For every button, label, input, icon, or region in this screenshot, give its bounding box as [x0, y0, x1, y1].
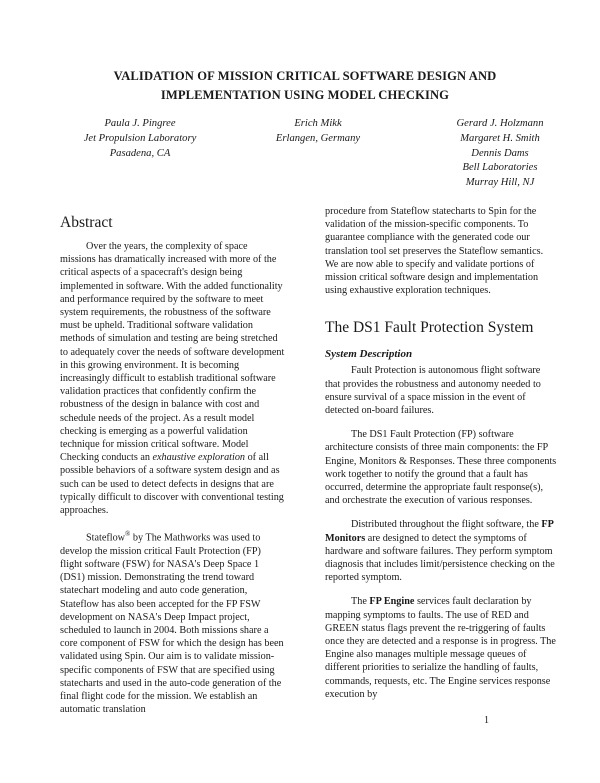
- text-run: Stateflow: [86, 532, 126, 544]
- abstract-paragraph-3: procedure from Stateflow statecharts to Spin for the validation of the mission-specific components. To guarantee compliance with the generated code our translation tool set preserves the Stateflow semantics. We are now able to specify and validate portions of mission critical software design and implementation using exhaustive exploration techniques.: [325, 206, 544, 297]
- title-line-1: VALIDATION OF MISSION CRITICAL SOFTWARE DESIGN AND: [113, 69, 497, 83]
- author-location: Murray Hill, NJ: [465, 177, 535, 189]
- section-paragraph-2: The DS1 Fault Protection (FP) software architecture consists of three main components: the FP Engine, Monitors & Responses. These three components work together to notify the ground that a fault has occurred, determine the appropriate fault response(s), and orchestrate the execution of various responses.: [325, 429, 557, 507]
- section-paragraph-1: Fault Protection is autonomous flight software that provides the robustness and autonomy needed to ensure survival of a space mission in the event of detected on-board failures.: [325, 365, 541, 417]
- author-name: Erich Mikk: [294, 118, 342, 129]
- page-number: 1: [484, 715, 489, 726]
- right-column: [325, 205, 557, 712]
- author-name: Gerard J. Holzmann: [456, 118, 544, 129]
- author-name: Dennis Dams: [471, 147, 529, 159]
- subsection-heading: System Description: [325, 348, 413, 361]
- author-affiliation: Jet Propulsion Laboratory: [83, 132, 197, 144]
- author-location: Erlangen, Germany: [275, 132, 361, 144]
- bold-term: FP Monitors: [325, 519, 554, 544]
- emphasis-text: exhaustive exploration: [152, 452, 246, 464]
- section-heading: The DS1 Fault Protection System: [325, 319, 534, 337]
- text-run: services fault declaration by mapping symptoms to faults. The use of RED and GREEN status flags prevent the re-triggering of faults once they are detected and a response is in progress. The Engine also manages multiple message queues of different priorities to serialize the handling of faults, commands, requests, etc. The Engine services response execution by: [325, 596, 556, 700]
- section-paragraph-3: [325, 518, 557, 584]
- text-run: Over the years, the complexity of space missions has dramatically increased with more of the critical aspects of a spacecraft's design being implemented in software. With the added functionality and performance required by the software to meet system requirements, the robustness of the software must be upheld. Traditional software validation methods of simulation and testing are being stretched to adequately cover the needs of software development in this growing environment. It is becoming increasingly difficult to establish traditional software validation practices that confidently confirm the robustness of the design in balance with cost and schedule needs of the project. As a result model checking is emerging as a powerful validation technique for mission critical software. Model Checking conducts an: [60, 241, 285, 464]
- text-run: are designed to detect the symptoms of hardware and software failures. They perform symptom diagnosis that includes limit/persistence checking on the reported symptom.: [325, 532, 555, 584]
- author-name: Margaret H. Smith: [460, 132, 540, 144]
- author-location: Pasadena, CA: [109, 147, 171, 159]
- paper-title: [90, 67, 520, 105]
- abstract-paragraph-1: [60, 240, 285, 517]
- author-block-mikk: [258, 117, 378, 147]
- abstract-paragraph-2: [60, 528, 285, 716]
- text-run: by The Mathworks was used to develop the mission critical Fault Protection (FP) flight software (FSW) for NASA's Deep Space 1 (DS1) mission. Demonstrating the trend toward statechart modeling and auto code generation, Stateflow has also been accepted for the FP FSW development on NASA's Deep Impact project, scheduled to launch in 2004. Both missions share a core component of FSW for which the design has been validated using Spin. Our aim is to validate mission-specific components of FSW that are specified using statecharts and used in the auto-code generation of the final flight code for the mission. We establish an automatic translation: [60, 532, 284, 716]
- text-run: The: [351, 596, 370, 608]
- text-run: of all possible behaviors of a software system design and as such can be used to detect defects in designs that are typically difficult to discover with conventional testing approaches.: [60, 452, 284, 517]
- author-affiliation: Bell Laboratories: [462, 162, 538, 174]
- left-column: [60, 214, 285, 728]
- author-block-pingree: [65, 117, 215, 161]
- title-line-2: IMPLEMENTATION USING MODEL CHECKING: [160, 88, 450, 102]
- section-paragraph-4: [325, 595, 557, 701]
- author-name: Paula J. Pingree: [104, 118, 176, 129]
- author-block-holzmann: [425, 117, 575, 191]
- abstract-heading: Abstract: [60, 214, 113, 231]
- text-run: Distributed throughout the flight software, the: [351, 519, 542, 531]
- registered-mark: ®: [125, 530, 131, 539]
- bold-term: FP Engine: [369, 596, 415, 608]
